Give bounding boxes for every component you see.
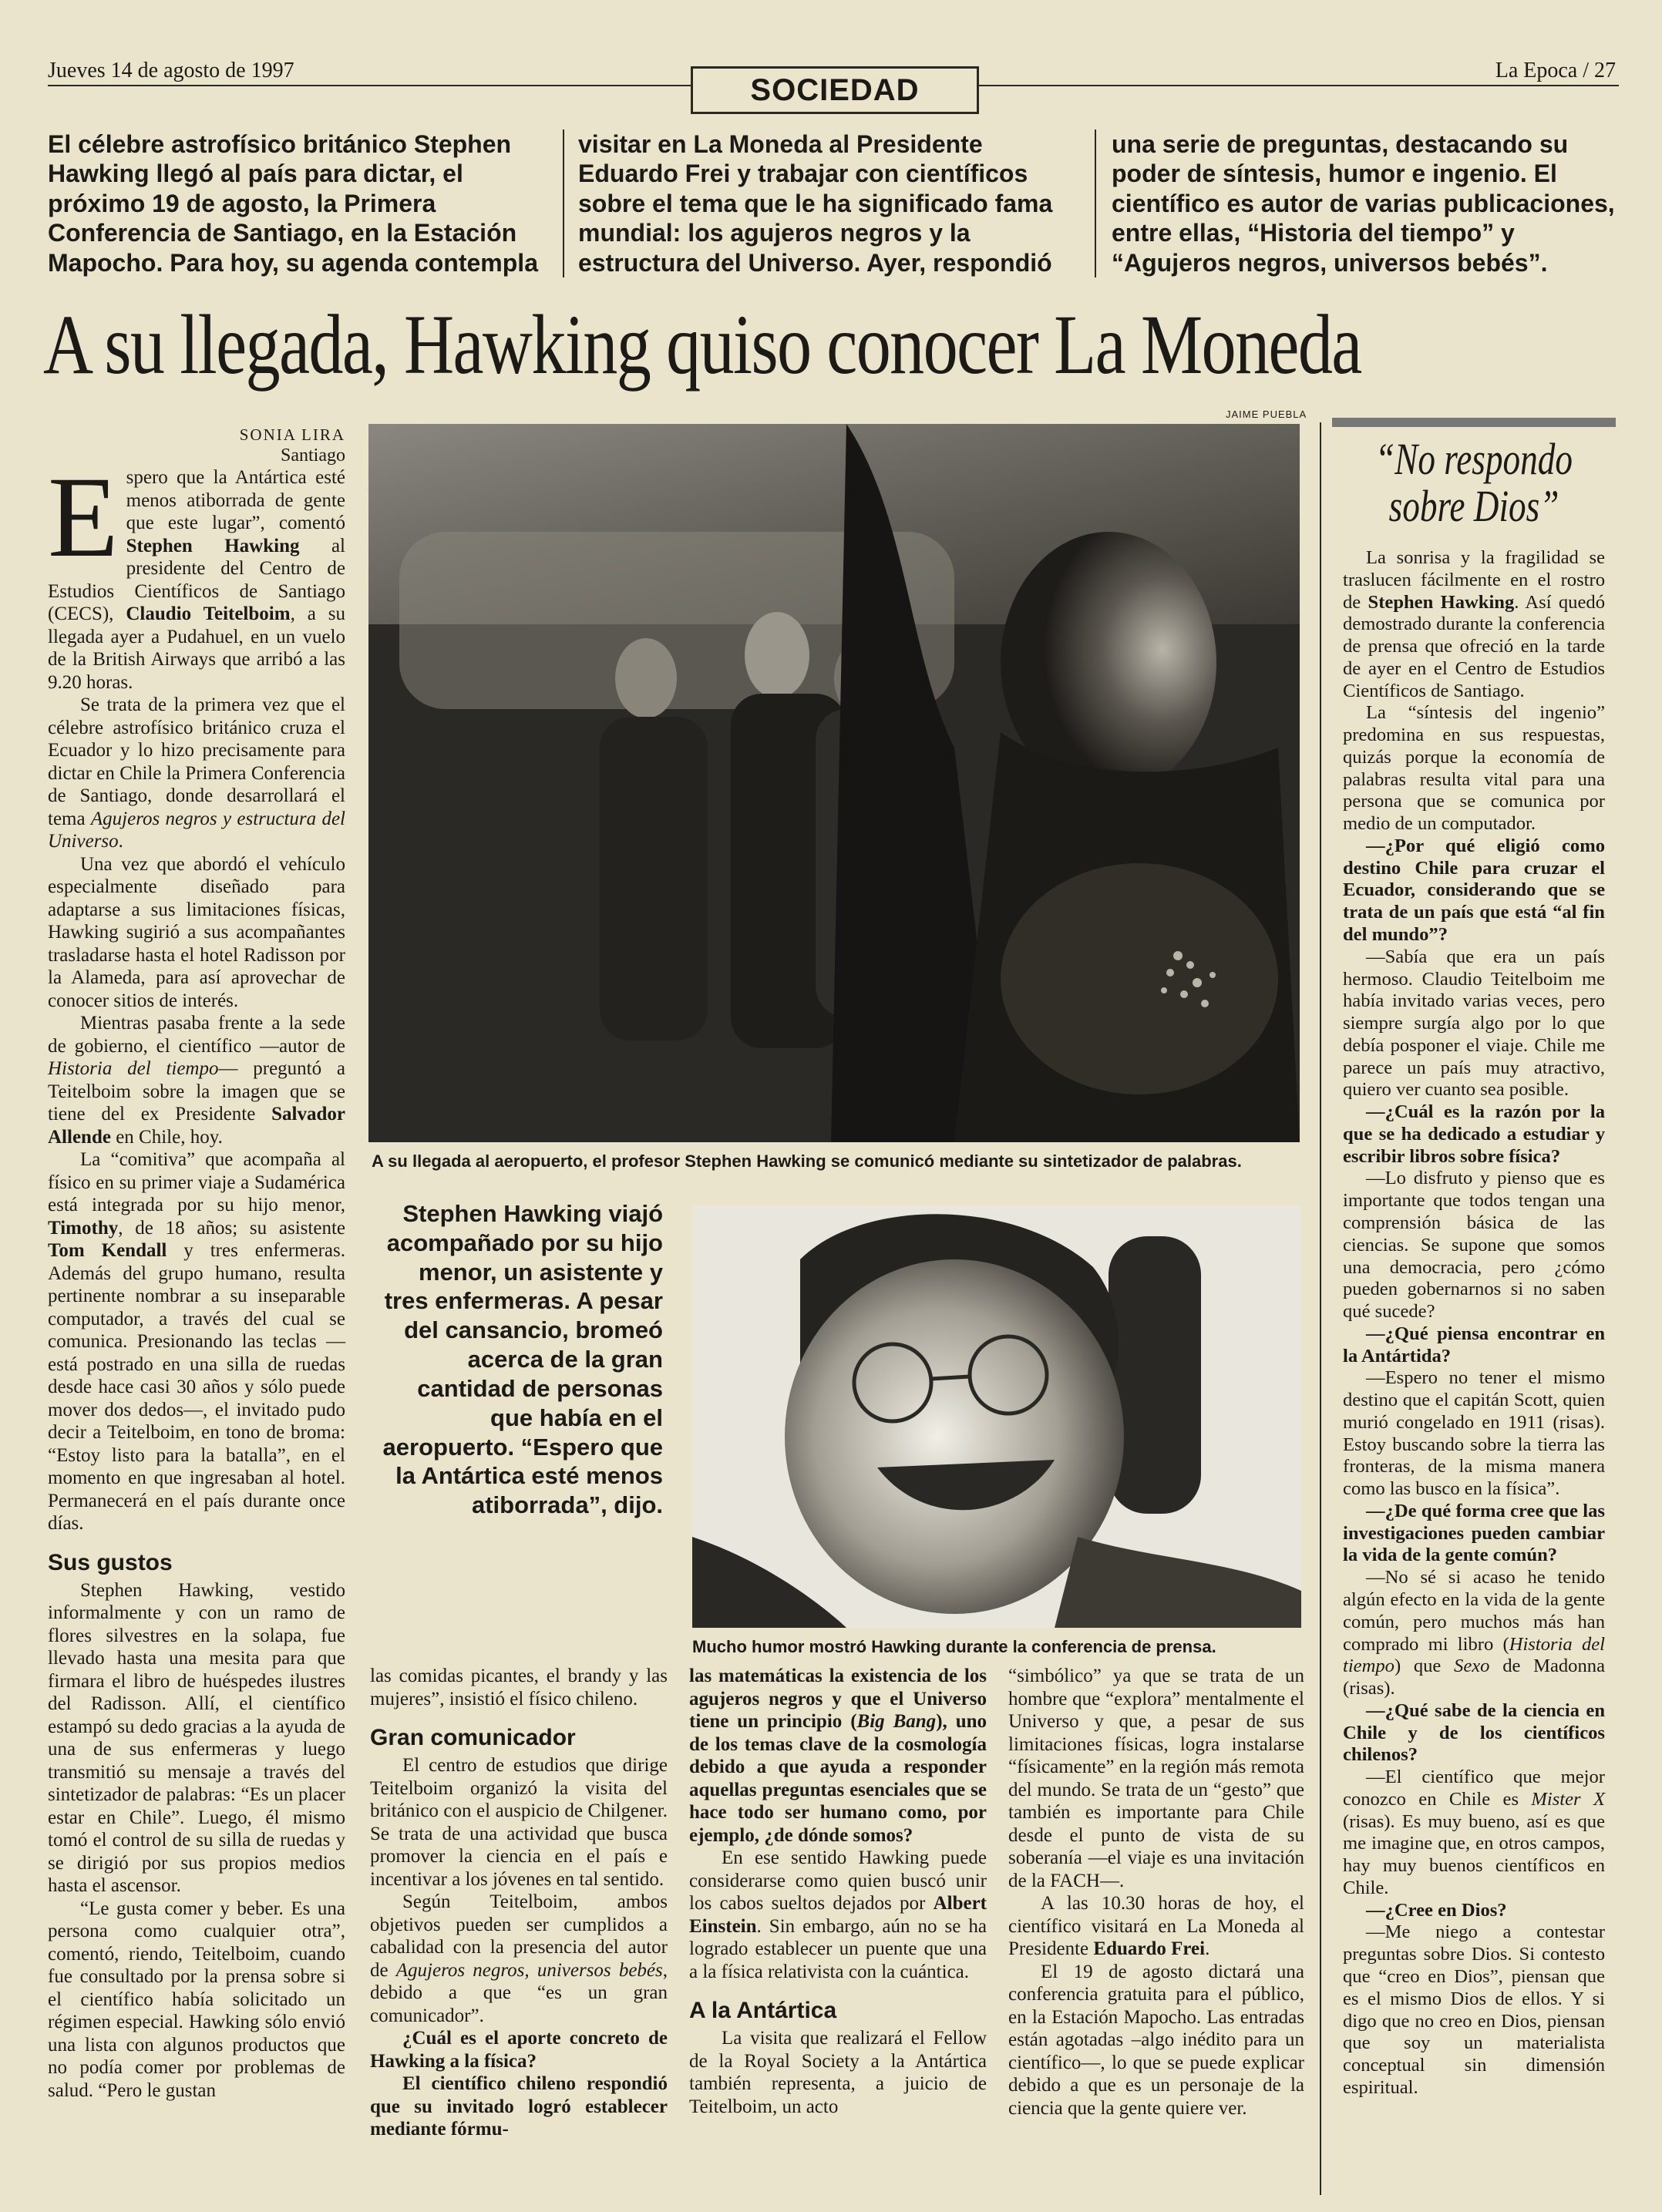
issue-date: Jueves 14 de agosto de 1997 bbox=[48, 59, 294, 82]
question: —¿Por qué eligió como destino Chile para cruzar el Ecuador, considerando que se trata de un país que está “al fin del mundo”? bbox=[1343, 835, 1605, 946]
subhead-a-la-antartica: A la Antártica bbox=[689, 1998, 837, 2023]
deck-divider-2 bbox=[1095, 129, 1096, 277]
question: ¿Cuál es el aporte concreto de Hawking a la física? bbox=[370, 2028, 668, 2072]
answer: —Sabía que era un país hermoso. Claudio Teitelboim me había invitado varias veces, pero siempre surgía algo por lo que debía posponer el viaje. Chile me parece un país muy atractivo, quiero ver cuanto sea posible. bbox=[1343, 946, 1605, 1101]
caption-photo-2: Mucho humor mostró Hawking durante la conferencia de prensa. bbox=[692, 1637, 1216, 1656]
article-col-3 bbox=[689, 1665, 987, 2118]
sidebar-body bbox=[1343, 547, 1605, 2099]
paragraph: las matemáticas la existencia de los agujeros negros y que el Universo tiene un principio (Big Bang), uno de los temas clave de la cosmología debido a que ayuda a responder aquellas preguntas esenciales que se hace todo ser humano como, por ejemplo, ¿de dónde somos? bbox=[689, 1666, 987, 1846]
byline-author: SONIA LIRA bbox=[239, 425, 345, 444]
answer: —El científico que mejor conozco en Chile es Mister X (risas). Es muy bueno, así es que me imagine que, en otros campos, hay muy buenos científicos en Chile. bbox=[1343, 1767, 1605, 1898]
header-rule-left bbox=[48, 85, 691, 86]
paragraph: Una vez que abordó el vehículo especialmente diseñado para adaptarse a sus limitaciones físicas, Hawking sugirió a sus acompañantes trasladarse hasta el hotel Radisson por la Alameda, para así aprovechar de conocer sitios de interés. bbox=[48, 853, 345, 1011]
paragraph: Se trata de la primera vez que el célebre astrofísico británico cruza el Ecuador y lo hizo precisamente para dictar en Chile la Primera Conferencia de Santiago, donde desarrollará el tema Agujeros negros y estructura del Universo. bbox=[48, 694, 345, 852]
subhead-gran-comunicador: Gran comunicador bbox=[370, 1725, 576, 1750]
paragraph: “simbólico” ya que se trata de un hombre que “explora” mentalmente el Universo y que, a pesar de sus limitaciones físicas, logra instalarse “físicamente” en la región más remota del mundo. Se trata de un “gesto” que también es importante para Chile desde el punto de vista de su soberanía —el viaje es una invitación de la FACH—. bbox=[1008, 1666, 1304, 1891]
paragraph: A las 10.30 horas de hoy, el científico visitará en La Moneda al Presidente Eduardo Frei. bbox=[1008, 1893, 1304, 1959]
deck-divider-1 bbox=[563, 129, 564, 277]
paragraph: Mientras pasaba frente a la sede de gobierno, el científico —autor de Historia del tiempo— preguntó a Teitelboim sobre la imagen que se tiene del ex Presidente Salvador Allende en Chile, hoy. bbox=[48, 1013, 345, 1148]
sidebar-divider-left bbox=[1320, 422, 1321, 2195]
header-rule-right bbox=[979, 85, 1619, 86]
paragraph: las comidas picantes, el brandy y las mujeres”, insistió el físico chileno. bbox=[370, 1666, 668, 1709]
article-col-4 bbox=[1008, 1665, 1304, 2120]
answer: —No sé si acaso he tenido algún efecto en la vida de la gente común, pero muchos más han comprado mi libro (Historia del tiempo) que Sexo de Madonna (risas). bbox=[1343, 1567, 1605, 1699]
sidebar-interview bbox=[1343, 436, 1605, 530]
answer: —Me niego a contestar preguntas sobre Dios. Si contesto que “creo en Dios”, piensan que es el mismo Dios de ellos. Y si digo que no creo en Dios, piensan que soy un materialista conceptual sin dimensión espiritual. bbox=[1343, 1921, 1605, 2098]
byline-city: Santiago bbox=[281, 445, 345, 466]
question: —¿Qué sabe de la ciencia en Chile y de los científicos chilenos? bbox=[1343, 1699, 1605, 1766]
paragraph: La “síntesis del ingenio” predomina en sus respuestas, quizás porque la economía de palabras resulta vital para una persona que se comunica por medio de un computador. bbox=[1343, 702, 1605, 835]
deck-col-1: El célebre astrofísico británico Stephen Hawking llegó al país para dictar, el próximo 19 de agosto, la Primera Conferencia de Santiago, en la Estación Mapocho. Para hoy, su agenda contempla bbox=[48, 130, 538, 277]
paragraph: La visita que realizará el Fellow de la Royal Society a la Antártica también representa, a juicio de Teitelboim, un acto bbox=[689, 2028, 987, 2117]
article-col-2 bbox=[370, 1665, 668, 2141]
answer: —Lo disfruto y pienso que es importante que todos tengan una comprensión básica de las ciencias. Se supone que somos una democracia, pero ¿cómo pueden gobernarnos si no saben qué sucede? bbox=[1343, 1168, 1605, 1323]
paragraph: En ese sentido Hawking puede considerarse como quien buscó unir los cabos sueltos dejados por Albert Einstein. Sin embargo, aún no se ha logrado establecer un puente que una a la física relativista con la cuántica. bbox=[689, 1847, 987, 1982]
paragraph: La sonrisa y la fragilidad se traslucen fácilmente en el rostro de Stephen Hawking. Así quedó demostrado durante la conferencia de prensa que ofreció en la tarde de ayer en el Centro de Estudios Científicos de Santiago. bbox=[1343, 547, 1605, 701]
question: —¿Cree en Dios? bbox=[1366, 1899, 1507, 1921]
lead-paragraph: Espero que la Antártica esté menos atiborrada de gente que este lugar”, comentó Stephen Hawking al presidente del Centro de Estudios Científicos de Santiago (CECS), Claudio Teitelboim, a su llegada ayer a Pudahuel, en un vuelo de la British Airways que arribó a las 9.20 horas. bbox=[48, 453, 346, 693]
deck-col-3: una serie de preguntas, destacando su poder de síntesis, humor e ingenio. El científico es autor de varias publicaciones, entre ellas, “Historia del tiempo” y “Agujeros negros, universos bebés”. bbox=[1112, 130, 1615, 277]
headline: A su llegada, Hawking quiso conocer La Moneda bbox=[43, 298, 1361, 392]
subhead-sus-gustos: Sus gustos bbox=[48, 1549, 173, 1575]
photo-airport-arrival bbox=[368, 424, 1300, 1142]
answer: —Espero no tener el mismo destino que el capitán Scott, quien murió congelado en 1911 (risas). Estoy buscando sobre la tierra las fronteras, de la misma manera como las busco en la física”. bbox=[1343, 1367, 1605, 1500]
paragraph: “Le gusta comer y beber. Es una persona como cualquier otra”, comentó, riendo, Teitelboim, cuando fue consultado por la prensa sobre si el científico había solicitado un régimen especial. Hawking sólo envió una lista con algunos productos que no podía comer por problemas de salud. “Pero le gustan bbox=[48, 1898, 345, 2101]
pull-quote: Stephen Hawking viajó acompañado por su hijo menor, un asistente y tres enfermeras. A pesar del cansancio, bromeó acerca de la gran cantidad de personas que había en el aeropuerto. “Espero que la Antártica esté menos atiborrada”, dijo. bbox=[382, 1200, 663, 1519]
paragraph: El científico chileno respondió que su invitado logró establecer mediante fórmu- bbox=[370, 2073, 668, 2140]
paragraph: Según Teitelboim, ambos objetivos pueden ser cumplidos a cabalidad con la presencia del autor de Agujeros negros, universos bebés, debido a que “es un gran comunicador”. bbox=[370, 1891, 668, 2026]
photo-credit: JAIME PUEBLA bbox=[1226, 408, 1307, 420]
drop-cap: E bbox=[48, 453, 119, 582]
question: —¿Qué piensa encontrar en la Antártida? bbox=[1343, 1323, 1605, 1367]
paragraph: El 19 de agosto dictará una conferencia gratuita para el público, en la Estación Mapocho. Las entradas están agotadas –algo inédito para un científico—, lo que se puede explicar debido a que es un personaje de la ciencia que la gente quiere ver. bbox=[1008, 1961, 1304, 2119]
paragraph: El centro de estudios que dirige Teitelboim organizó la visita del británico con el auspicio de Chilgener. Se trata de una actividad que busca promover la ciencia en el país e incentivar a los jóvenes en tal sentido. bbox=[370, 1755, 668, 1890]
caption-photo-1: A su llegada al aeropuerto, el profesor Stephen Hawking se comunicó mediante su sintetizador de palabras. bbox=[372, 1151, 1242, 1171]
sidebar-title: “No respondo sobre Dios” bbox=[1375, 434, 1573, 531]
page-number: La Epoca / 27 bbox=[1495, 59, 1616, 82]
question: —¿Cuál es la razón por la que se ha dedicado a estudiar y escribir libros sobre física? bbox=[1343, 1101, 1605, 1167]
section-label: SOCIEDAD bbox=[691, 66, 979, 114]
deck-col-2: visitar en La Moneda al Presidente Eduardo Frei y trabajar con científicos sobre el tema que le ha significado fama mundial: los agujeros negros y la estructura del Universo. Ayer, respondió bbox=[578, 130, 1053, 277]
sidebar-top-bar bbox=[1332, 418, 1616, 427]
question: —¿De qué forma cree que las investigaciones pueden cambiar la vida de la gente común? bbox=[1343, 1500, 1605, 1566]
photo-press-conference bbox=[692, 1205, 1301, 1628]
paragraph: Stephen Hawking, vestido informalmente y con un ramo de flores silvestres en la solapa, fue llevado hasta una mesita para que firmara el libro de huéspedes ilustres del Radisson. Allí, el científico estampó su dedo gracias a la ayuda de una de sus enfermeras y luego transmitió su mensaje a través del sintetizador de palabras: “Es un placer estar en Chile”. Luego, él mismo tomó el control de su silla de ruedas y se dirigió por sus propios medios hasta el ascensor. bbox=[48, 1579, 345, 1897]
article-col-1 bbox=[48, 425, 345, 2102]
paragraph: La “comitiva” que acompaña al físico en su primer viaje a Sudamérica está integrada por su hijo menor, Timothy, de 18 años; su asistente Tom Kendall y tres enfermeras. Además del grupo humano, resulta pertinente nombrar a su inseparable computador, a través del cual se comunica. Presionando las teclas —está postrado en una silla de ruedas desde hace casi 30 años y sólo puede mover dos dedos—, el invitado pudo decir a Teitelboim, en tono de broma: “Estoy listo para la batalla”, en el momento en que ingresaban al hotel. Permanecerá en el país durante once días. bbox=[48, 1149, 345, 1535]
